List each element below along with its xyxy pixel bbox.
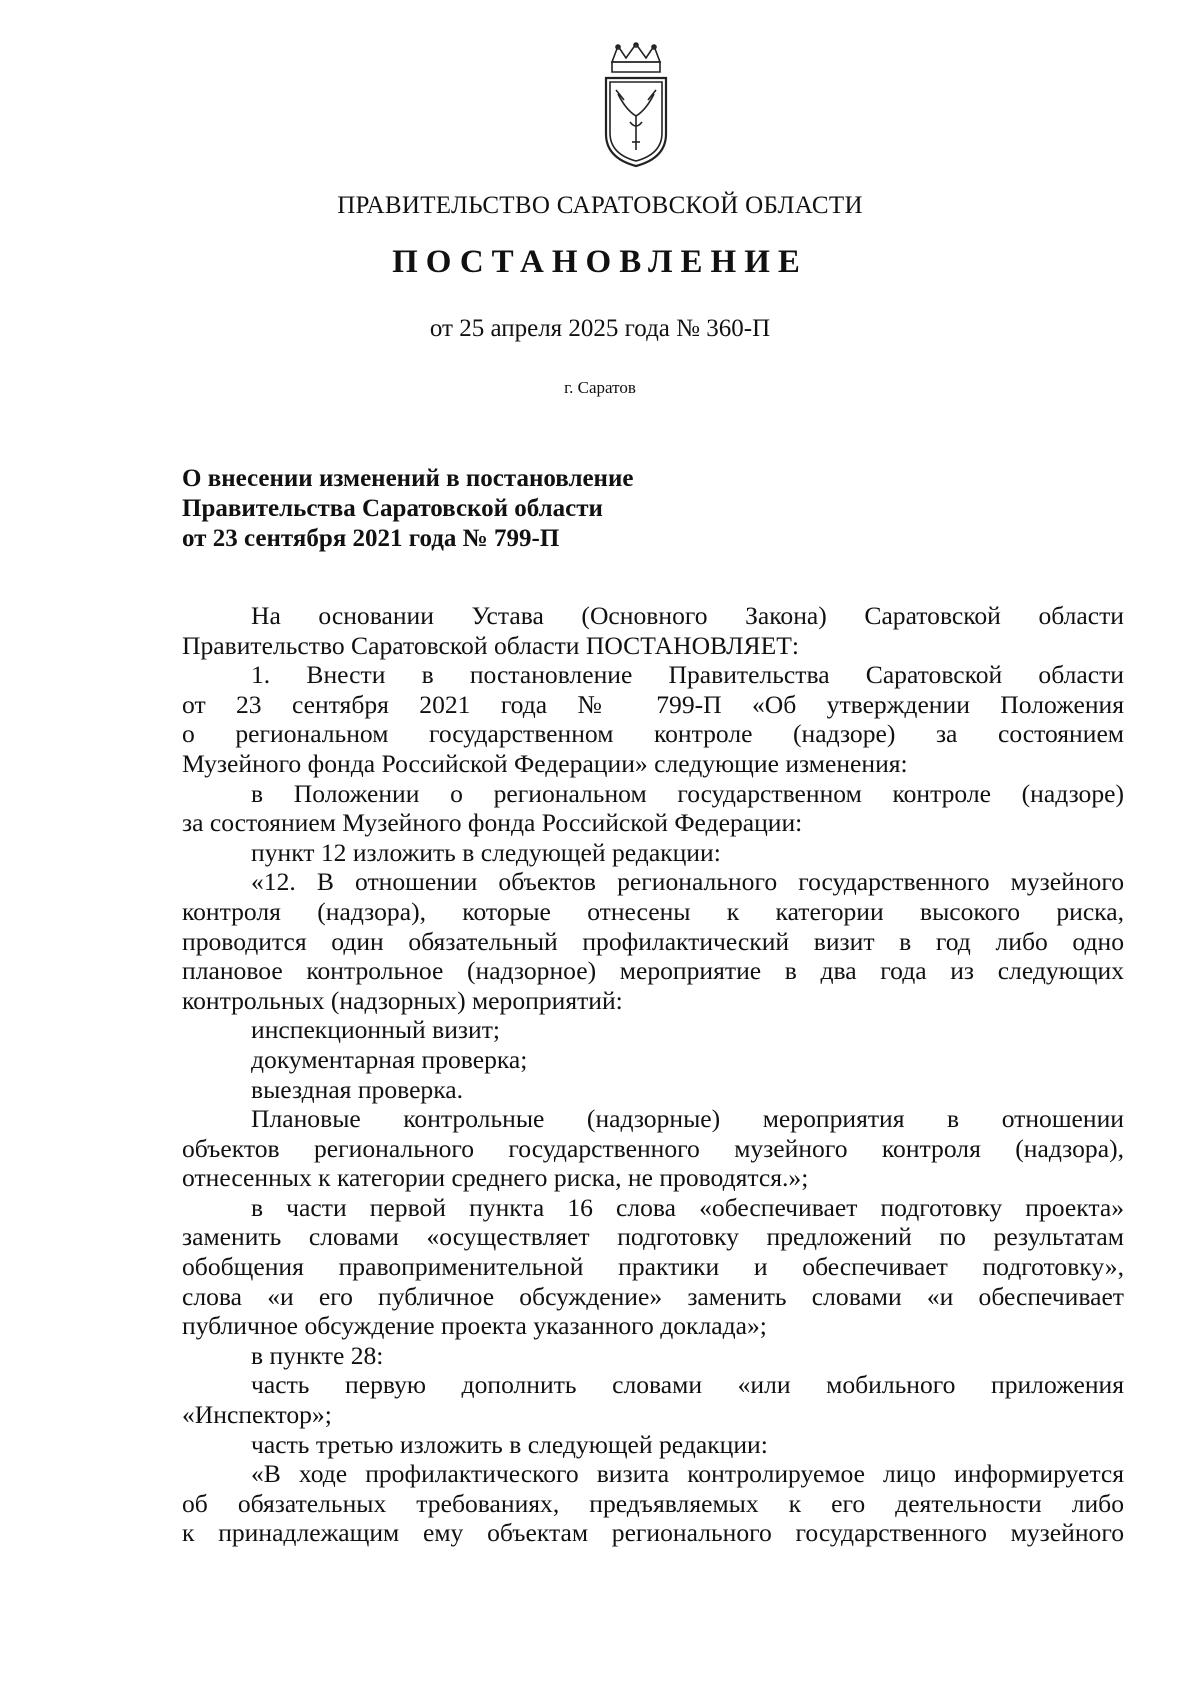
body-text-line: инспекционный визит; [251,1015,501,1045]
body-text-line: контрольных (надзорных) мероприятий: [182,985,623,1015]
body-text-line: слова «и его публичное обсуждение» заменить словами «и обеспечивает [182,1281,1124,1311]
body-text-line: Плановые контрольные (надзорные) мероприятия в отношении [251,1104,1124,1134]
body-text-line: публичное обсуждение проекта указанного доклада»; [182,1311,767,1341]
subject-line: О внесении изменений в постановление [182,465,634,492]
body-text-line: 1. Внести в постановление Правительства Саратовской области [251,660,1124,690]
body-text-line: в пункте 28: [251,1340,384,1370]
body-text-line: «В ходе профилактического визита контролируемое лицо информируется [251,1459,1124,1489]
document-subject [182,464,882,554]
body-text-line: в Положении о региональном государственном контроле (надзоре) [251,778,1124,808]
body-text-line: часть первую дополнить словами «или мобильного приложения [251,1370,1124,1400]
body-text-line: проводится один обязательный профилактический визит в год либо одно [182,926,1124,956]
body-text-line: На основании Устава (Основного Закона) Саратовской области [251,601,1124,630]
document-body [182,601,1124,1548]
body-text-line: от 23 сентября 2021 года № 799-П «Об утверждении Положения [182,689,1124,719]
body-text-line: контроля (надзора), которые отнесены к категории высокого риска, [182,896,1124,926]
document-city: г. Саратов [564,378,636,397]
subject-line: от 23 сентября 2021 года № 799-П [182,525,560,552]
body-text-line: документарная проверка; [251,1044,528,1074]
coat-of-arms-icon [596,42,676,170]
body-text-line: обобщения правоприменительной практики и обеспечивает подготовку», [182,1252,1124,1282]
body-text-line: пункт 12 изложить в следующей редакции: [251,837,721,867]
body-text-line: в части первой пункта 16 слова «обеспечивает подготовку проекта» [251,1192,1124,1222]
body-text-line: за состоянием Музейного фонда Российской Федерации: [182,808,803,838]
body-text-line: к принадлежащим ему объектам регионального государственного музейного [182,1518,1124,1548]
government-name: ПРАВИТЕЛЬСТВО САРАТОВСКОЙ ОБЛАСТИ [337,192,863,219]
body-text-line: Музейного фонда Российской Федерации» следующие изменения: [182,748,908,778]
body-text-line: «12. В отношении объектов регионального государственного музейного [251,867,1124,897]
subject-line: Правительства Саратовской области [182,495,603,522]
body-text-line: Правительство Саратовской области ПОСТАНОВЛЯЕТ: [182,630,799,660]
document-type-title: ПОСТАНОВЛЕНИЕ [392,244,808,280]
body-text-line: объектов регионального государственного музейного контроля (надзора), [182,1133,1124,1163]
body-text-line: о региональном государственном контроле (надзоре) за состоянием [182,719,1124,749]
document-date-number: от 25 апреля 2025 года № 360-П [429,315,771,342]
body-text-line: отнесенных к категории среднего риска, не проводятся.»; [182,1163,809,1193]
body-text-line: об обязательных требованиях, предъявляемых к его деятельности либо [182,1488,1124,1518]
body-text-line: плановое контрольное (надзорное) мероприятие в два года из следующих [182,956,1124,986]
body-text-line: выездная проверка. [251,1074,464,1104]
body-text-line: «Инспектор»; [182,1400,332,1430]
body-text-line: заменить словами «осуществляет подготовку предложений по результатам [182,1222,1124,1252]
body-text-line: часть третью изложить в следующей редакции: [251,1429,768,1459]
